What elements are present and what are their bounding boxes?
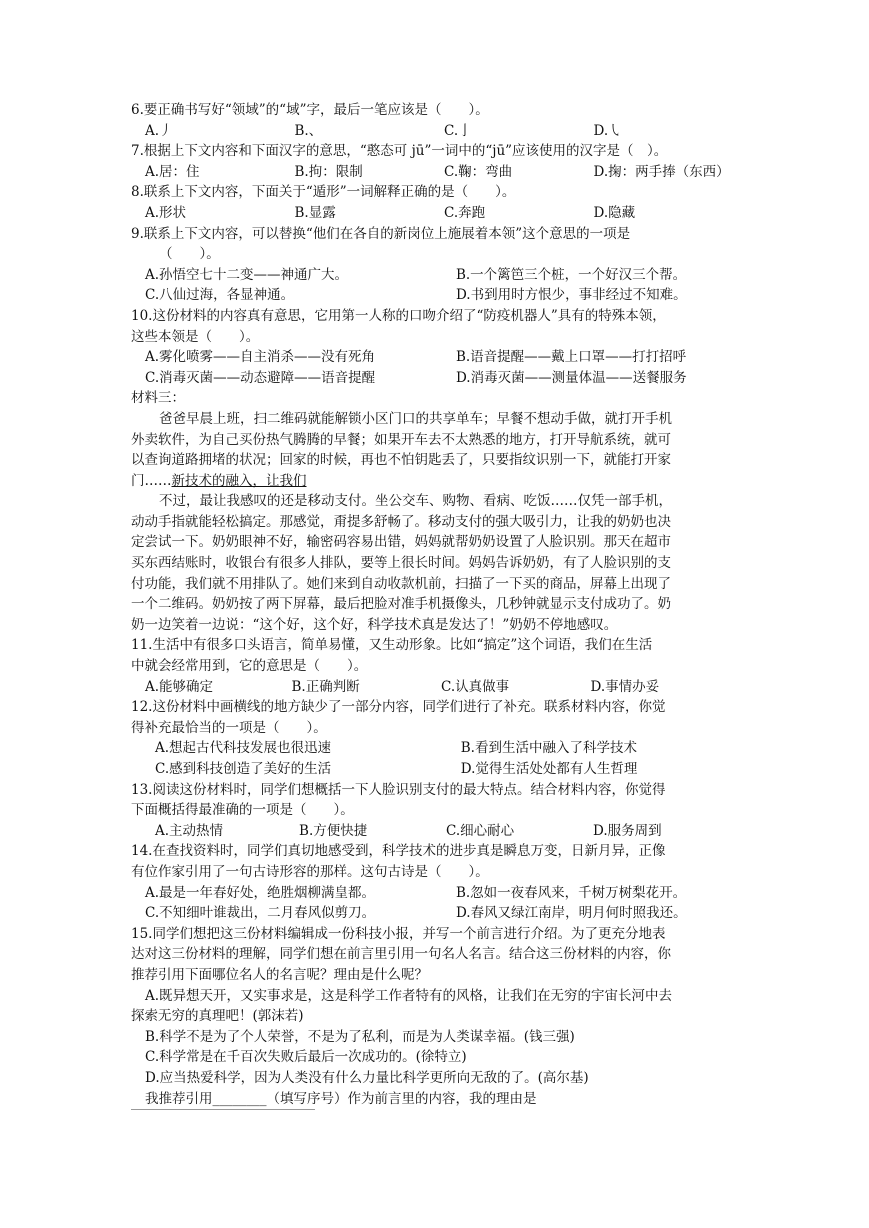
option-b[interactable]: B.正确判断 (291, 678, 360, 695)
text-line: 外卖软件，为自己买份热气腾腾的早餐；如果开车去不太熟悉的地方，打开导航系统，就可 (131, 431, 671, 448)
footnote-divider (131, 1109, 315, 1110)
question-13-cont: 下面概括得最准确的一项是（ ）。 (131, 802, 354, 819)
question-8-options (131, 203, 743, 224)
text-line: 以查询道路拥堵的状况；回家的时候，再也不怕钥匙丢了，只要指纹识别一下，就能打开家 (131, 452, 671, 469)
text-line: 不过，最让我感叹的还是移动支付。坐公交车、购物、看病、吃饭……仅凭一部手机， (159, 493, 672, 510)
option-b[interactable]: B.语音提醒——戴上口罩——打打招呼 (455, 349, 687, 366)
text-line: 付功能，我们就不用排队了。她们来到自动收款机前，扫描了一下买的商品，屏幕上出现了 (131, 575, 671, 592)
question-13-options (131, 821, 743, 842)
question-6: 6.要正确书写好“领域”的“域”字，最后一笔应该是（ ）。 (131, 102, 489, 118)
question-7: 7.根据上下文内容和下面汉字的意思，“憨态可 jū”一词中的“jū”应该使用的汉字是（ ）。 (131, 143, 668, 160)
option-c[interactable]: C.不知细叶谁裁出，二月春风似剪刀。 (145, 905, 376, 922)
option-d[interactable]: D.觉得生活处处都有人生哲理 (460, 761, 638, 777)
material-3-paragraph-2 (131, 491, 743, 635)
question-9-blank: （ ）。 (159, 246, 220, 263)
question-10-options-row2 (131, 368, 743, 389)
question-9-options-row1 (131, 265, 743, 286)
question-8: 8.联系上下文内容，下面关于“遁形”一词解释正确的是（ ）。 (131, 184, 516, 201)
question-11-cont: 中就会经常用到，它的意思是（ ）。 (131, 658, 368, 675)
option-d[interactable]: D.㇂ (593, 122, 622, 139)
option-d[interactable]: D.书到用时方恨少，事非经过不知难。 (455, 287, 687, 304)
text-line: 奶一边笑着一边说：“这个好，这个好，科学技术真是发达了！”奶奶不停地感叹。 (131, 616, 618, 633)
text-line: 一个二维码。奶奶按了两下屏幕，最后把脸对准手机摄像头，几秒钟就显示支付成功了。奶 (131, 596, 671, 613)
option-b[interactable]: B.、 (294, 122, 323, 139)
text-fragment: 门…… (131, 472, 172, 489)
question-14-options-row1 (131, 883, 743, 904)
option-a[interactable]: A.孙悟空七十二变——神通广大。 (145, 266, 349, 283)
question-12-options-row2 (131, 759, 743, 780)
question-11-options (131, 677, 743, 698)
option-a[interactable]: A.想起古代科技发展也很迅速 (155, 740, 332, 757)
option-d[interactable]: D.事情办妥 (590, 678, 660, 695)
question-12: 12.这份材料中画横线的地方缺少了一部分内容，同学们进行了补充。联系材料内容，你觉 (131, 699, 666, 716)
option-b[interactable]: B.拘：限制 (294, 163, 363, 180)
option-c[interactable]: C.感到科技创造了美好的生活 (155, 761, 332, 777)
question-14: 14.在查找资料时，同学们真切地感受到，科学技术的进步真是瞬息万变，日新月异，正像 (131, 843, 666, 860)
text-line (131, 471, 743, 492)
option-a[interactable]: A.主动热情 (155, 822, 224, 839)
question-12-options-row1 (131, 738, 743, 759)
material-3-heading: 材料三： (131, 390, 185, 407)
option-c[interactable]: C.鞠：弯曲 (444, 163, 513, 180)
option-d[interactable]: D.服务周到 (593, 822, 662, 839)
option-d[interactable]: D.春风又绿江南岸，明月何时照我还。 (455, 905, 687, 922)
question-9-options-row2 (131, 285, 743, 306)
underlined-blank-sentence: 新技术的融入，让我们 (171, 472, 307, 489)
option-c[interactable]: C.细心耐心 (446, 822, 515, 839)
option-a[interactable]: A.既异想天开，又实事求是，这是科学工作者特有的风格，让我们在无穷的宇宙长河中去 (145, 987, 673, 1004)
question-10-options-row1 (131, 347, 743, 368)
option-b[interactable]: B.看到生活中融入了科学技术 (460, 740, 637, 757)
question-14-options-row2 (131, 903, 743, 924)
text-line: 动动手指就能轻松搞定。那感觉，甭提多舒畅了。移动支付的强大吸引力，让我的奶奶也决 (131, 513, 671, 530)
option-a[interactable]: A.居：住 (145, 163, 200, 180)
option-d[interactable]: D.隐藏 (593, 204, 636, 221)
question-12-cont: 得补充最恰当的一项是（ ）。 (131, 719, 327, 736)
text-line: 买东西结账时，收银台有很多人排队，要等上很长时间。妈妈告诉奶奶，有了人脸识别的支 (131, 555, 671, 572)
option-a[interactable]: A.能够确定 (145, 678, 214, 695)
option-d[interactable]: D.掬：两手捧（东西） (593, 163, 730, 180)
question-14-cont: 有位作家引用了一句古诗形容的那样。这句古诗是（ ）。 (131, 863, 489, 880)
option-c[interactable]: C.认真做事 (441, 678, 510, 695)
option-c[interactable]: C.八仙过海，各显神通。 (145, 287, 295, 304)
question-11: 11.生活中有很多口头语言，简单易懂，又生动形象。比如“搞定”这个词语，我们在生活 (131, 637, 653, 654)
exam-page (131, 100, 743, 1109)
option-b[interactable]: B.科学不是为了个人荣誉，不是为了私利，而是为人类谋幸福。(钱三强) (145, 1028, 575, 1045)
question-15-cont: 达对这三份材料的理解，同学们想在前言里引用一句名人名言。结合这三份材料的内容，你 (131, 946, 671, 963)
option-b[interactable]: B.方便快捷 (299, 822, 368, 839)
text-line: 爸爸早晨上班，扫二维码就能解锁小区门口的共享单车；早餐不想动手做，就打开手机 (159, 410, 672, 427)
material-3-paragraph-1 (131, 409, 743, 491)
option-b[interactable]: B.显露 (294, 204, 336, 221)
question-7-options (131, 162, 743, 183)
question-10: 10.这份材料的内容真有意思，它用第一人称的口吻介绍了“防疫机器人”具有的特殊本领， (131, 307, 666, 324)
option-d[interactable]: D.消毒灭菌——测量体温——送餐服务 (455, 369, 687, 386)
question-6-options (131, 121, 743, 142)
option-c[interactable]: C.科学常是在千百次失败后最后一次成功的。(徐特立) (145, 1049, 467, 1066)
option-a[interactable]: A.雾化喷雾——自主消杀——没有死角 (145, 349, 376, 366)
question-9: 9.联系上下文内容，可以替换“他们在各自的新岗位上施展着本领”这个意思的一项是 (131, 225, 631, 242)
text-line: 定尝试一下。奶奶眼神不好，输密码容易出错，妈妈就帮奶奶设置了人脸识别。那天在超市 (131, 534, 671, 551)
option-b[interactable]: B.一个篱笆三个桩，一个好汉三个帮。 (455, 266, 687, 283)
question-15: 15.同学们想把这三份材料编辑成一份科技小报，并写一个前言进行介绍。为了更充分地表 (131, 925, 666, 942)
option-b[interactable]: B.忽如一夜春风来，千树万树梨花开。 (455, 884, 687, 901)
option-d[interactable]: D.应当热爱科学，因为人类没有什么力量比科学更所向无敌的了。(高尔基) (145, 1069, 589, 1086)
option-a[interactable]: A.形状 (145, 204, 187, 221)
answer-prompt[interactable]: 我推荐引用________（填写序号）作为前言里的内容，我的理由是 (145, 1090, 537, 1107)
question-13: 13.阅读这份材料时，同学们想概括一下人脸识别支付的最大特点。结合材料内容，你觉得 (131, 781, 666, 798)
option-a[interactable]: A.最是一年春好处，绝胜烟柳满皇都。 (145, 884, 376, 901)
option-c[interactable]: C.奔跑 (444, 204, 486, 221)
question-15-cont: 推荐引用下面哪位名人的名言呢？理由是什么呢？ (131, 966, 428, 983)
option-c[interactable]: C.亅 (444, 122, 472, 139)
option-a[interactable]: A.丿 (145, 122, 173, 139)
option-c[interactable]: C.消毒灭菌——动态避障——语音提醒 (145, 369, 376, 386)
question-10-cont: 这些本领是（ ）。 (131, 328, 260, 345)
option-a-cont: 探索无穷的真理吧！(郭沫若) (131, 1008, 304, 1025)
